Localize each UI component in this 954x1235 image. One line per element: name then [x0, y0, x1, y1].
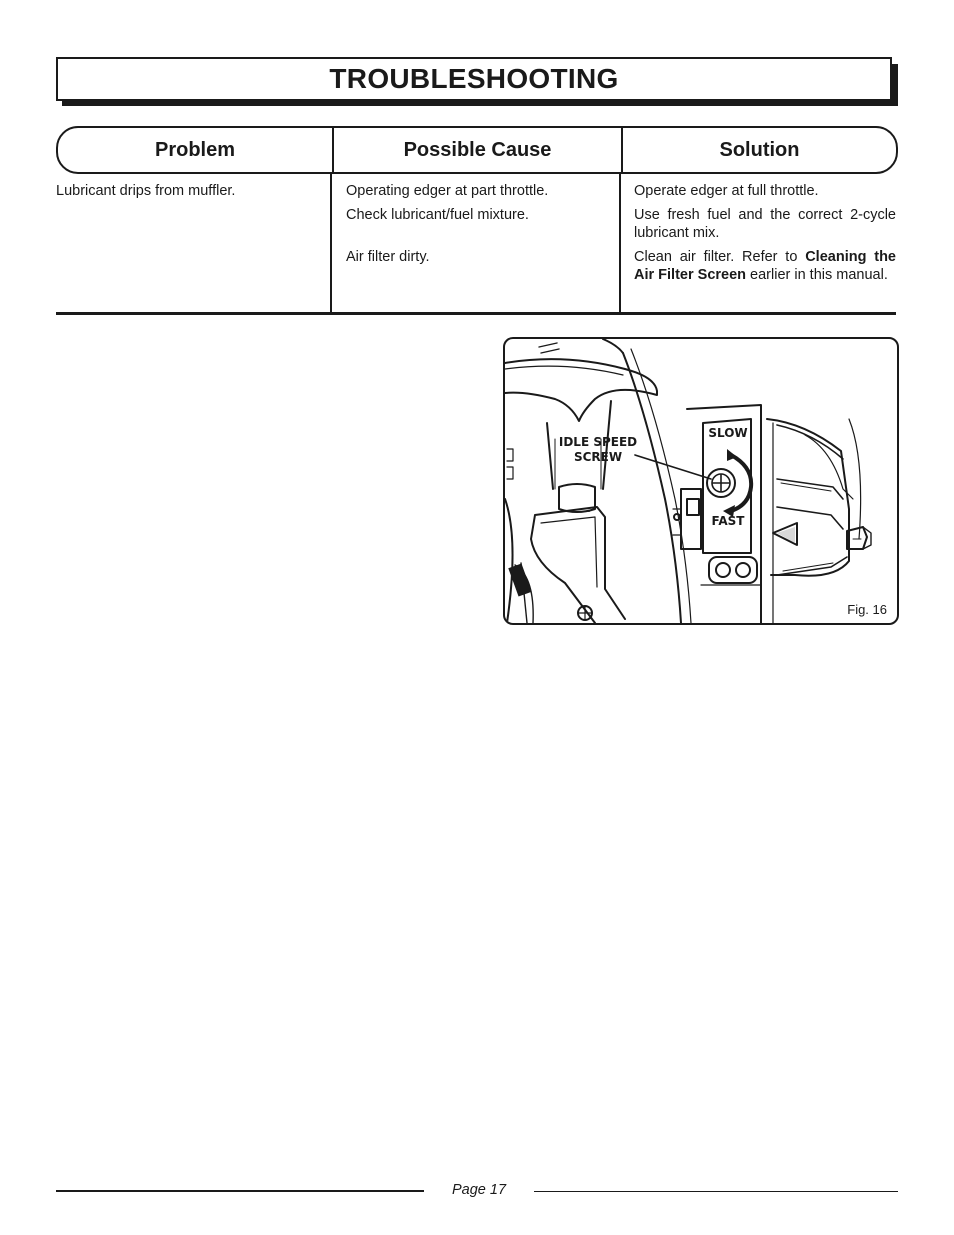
figure-16: [503, 337, 899, 625]
cause-3: Air filter dirty.: [346, 249, 430, 265]
solution-1: Operate edger at full throttle.: [634, 183, 819, 199]
idle-speed-label-line1: IDLE SPEED: [558, 435, 638, 449]
cell-problem: [56, 172, 332, 312]
header-possible-cause: Possible Cause: [334, 128, 623, 172]
footer-rule-left: [56, 1190, 424, 1192]
cause-2: Check lubricant/fuel mixture.: [346, 207, 529, 223]
solution-3-bold: Cleaning the Air Filter Screen: [634, 249, 896, 283]
solution-3: [634, 248, 896, 284]
idle-speed-label: [555, 435, 641, 465]
header-solution: Solution: [719, 138, 800, 161]
solution-3-pre: Clean air filter. Refer to: [634, 249, 806, 265]
cell-solutions: [621, 172, 896, 312]
slow-label: SLOW: [708, 426, 748, 440]
fast-label: FAST: [711, 514, 745, 528]
solution-3-post: earlier in this manual.: [746, 267, 888, 283]
page-number: Page 17: [451, 1182, 507, 1198]
cause-1: Operating edger at part throttle.: [346, 183, 549, 199]
table-row: [56, 172, 896, 315]
header-problem: Problem: [58, 128, 334, 172]
idle-speed-label-line2: SCREW: [573, 450, 623, 464]
idle-speed-diagram: [505, 339, 897, 623]
footer-rule-right: [534, 1191, 898, 1192]
cell-causes: [332, 172, 621, 312]
page-title: TROUBLESHOOTING: [329, 63, 619, 94]
problem-text: Lubricant drips from muffler.: [56, 183, 236, 199]
title-banner: [56, 57, 892, 101]
table-header: [56, 126, 898, 174]
solution-2: Use fresh fuel and the correct 2-cycle lubricant mix.: [634, 207, 896, 241]
figure-caption: Fig. 16: [847, 602, 887, 617]
